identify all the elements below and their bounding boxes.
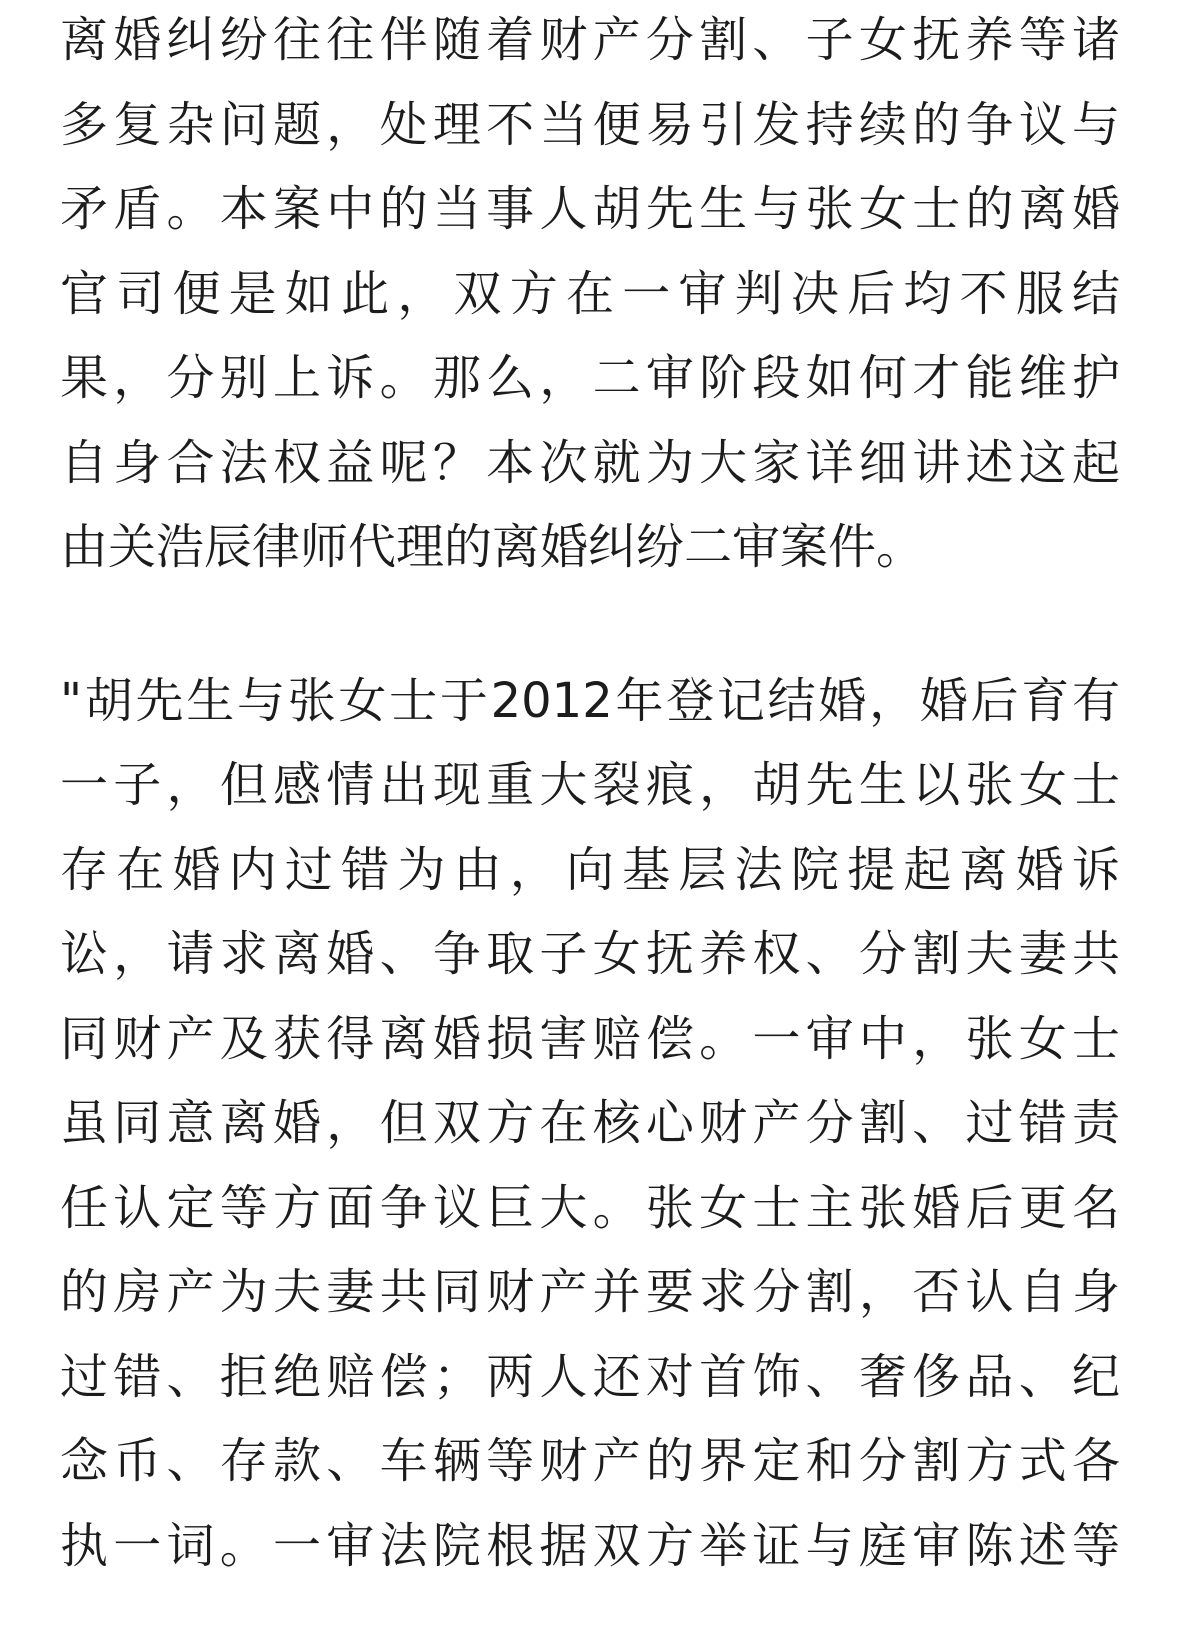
text-line: 存在婚内过错为由，向基层法院提起离婚诉 xyxy=(60,841,1120,898)
text-line: 任认定等方面争议巨大。张女士主张婚后更名 xyxy=(60,1179,1120,1236)
text-line: 由关浩辰律师代理的离婚纠纷二审案件。 xyxy=(60,519,925,575)
text-line: 离婚纠纷往往伴随着财产分割、子女抚养等诸 xyxy=(60,12,1120,68)
text-line: 矛盾。本案中的当事人胡先生与张女士的离婚 xyxy=(60,181,1120,237)
text-line: 同财产及获得离婚损害赔偿。一审中，张女士 xyxy=(60,1010,1120,1067)
text-line: 多复杂问题，处理不当便易引发持续的争议与 xyxy=(60,96,1120,153)
text-line: 官司便是如此，双方在一审判决后均不服结 xyxy=(60,265,1120,322)
paragraph-intro xyxy=(60,0,1120,590)
text-line: 虽同意离婚，但双方在核心财产分割、过错责 xyxy=(60,1095,1120,1151)
text-line: 执一词。一审法院根据双方举证与庭审陈述等 xyxy=(60,1517,1120,1574)
text-line: "胡先生与张女士于2012年登记结婚，婚后育有 xyxy=(60,672,1120,729)
text-line: 自身合法权益呢？本次就为大家详细讲述这起 xyxy=(60,434,1120,491)
text-line: 念币、存款、车辆等财产的界定和分割方式各 xyxy=(60,1433,1120,1489)
text-line: 一子，但感情出现重大裂痕，胡先生以张女士 xyxy=(60,757,1120,813)
text-line: 果，分别上诉。那么，二审阶段如何才能维护 xyxy=(60,350,1120,406)
text-line: 讼，请求离婚、争取子女抚养权、分割夫妻共 xyxy=(60,926,1120,982)
paragraph-case-facts xyxy=(60,659,1120,1589)
text-line: 过错、拒绝赔偿；两人还对首饰、奢侈品、纪 xyxy=(60,1348,1120,1405)
article-body xyxy=(60,0,1120,1588)
text-line: 的房产为夫妻共同财产并要求分割，否认自身 xyxy=(60,1264,1120,1320)
